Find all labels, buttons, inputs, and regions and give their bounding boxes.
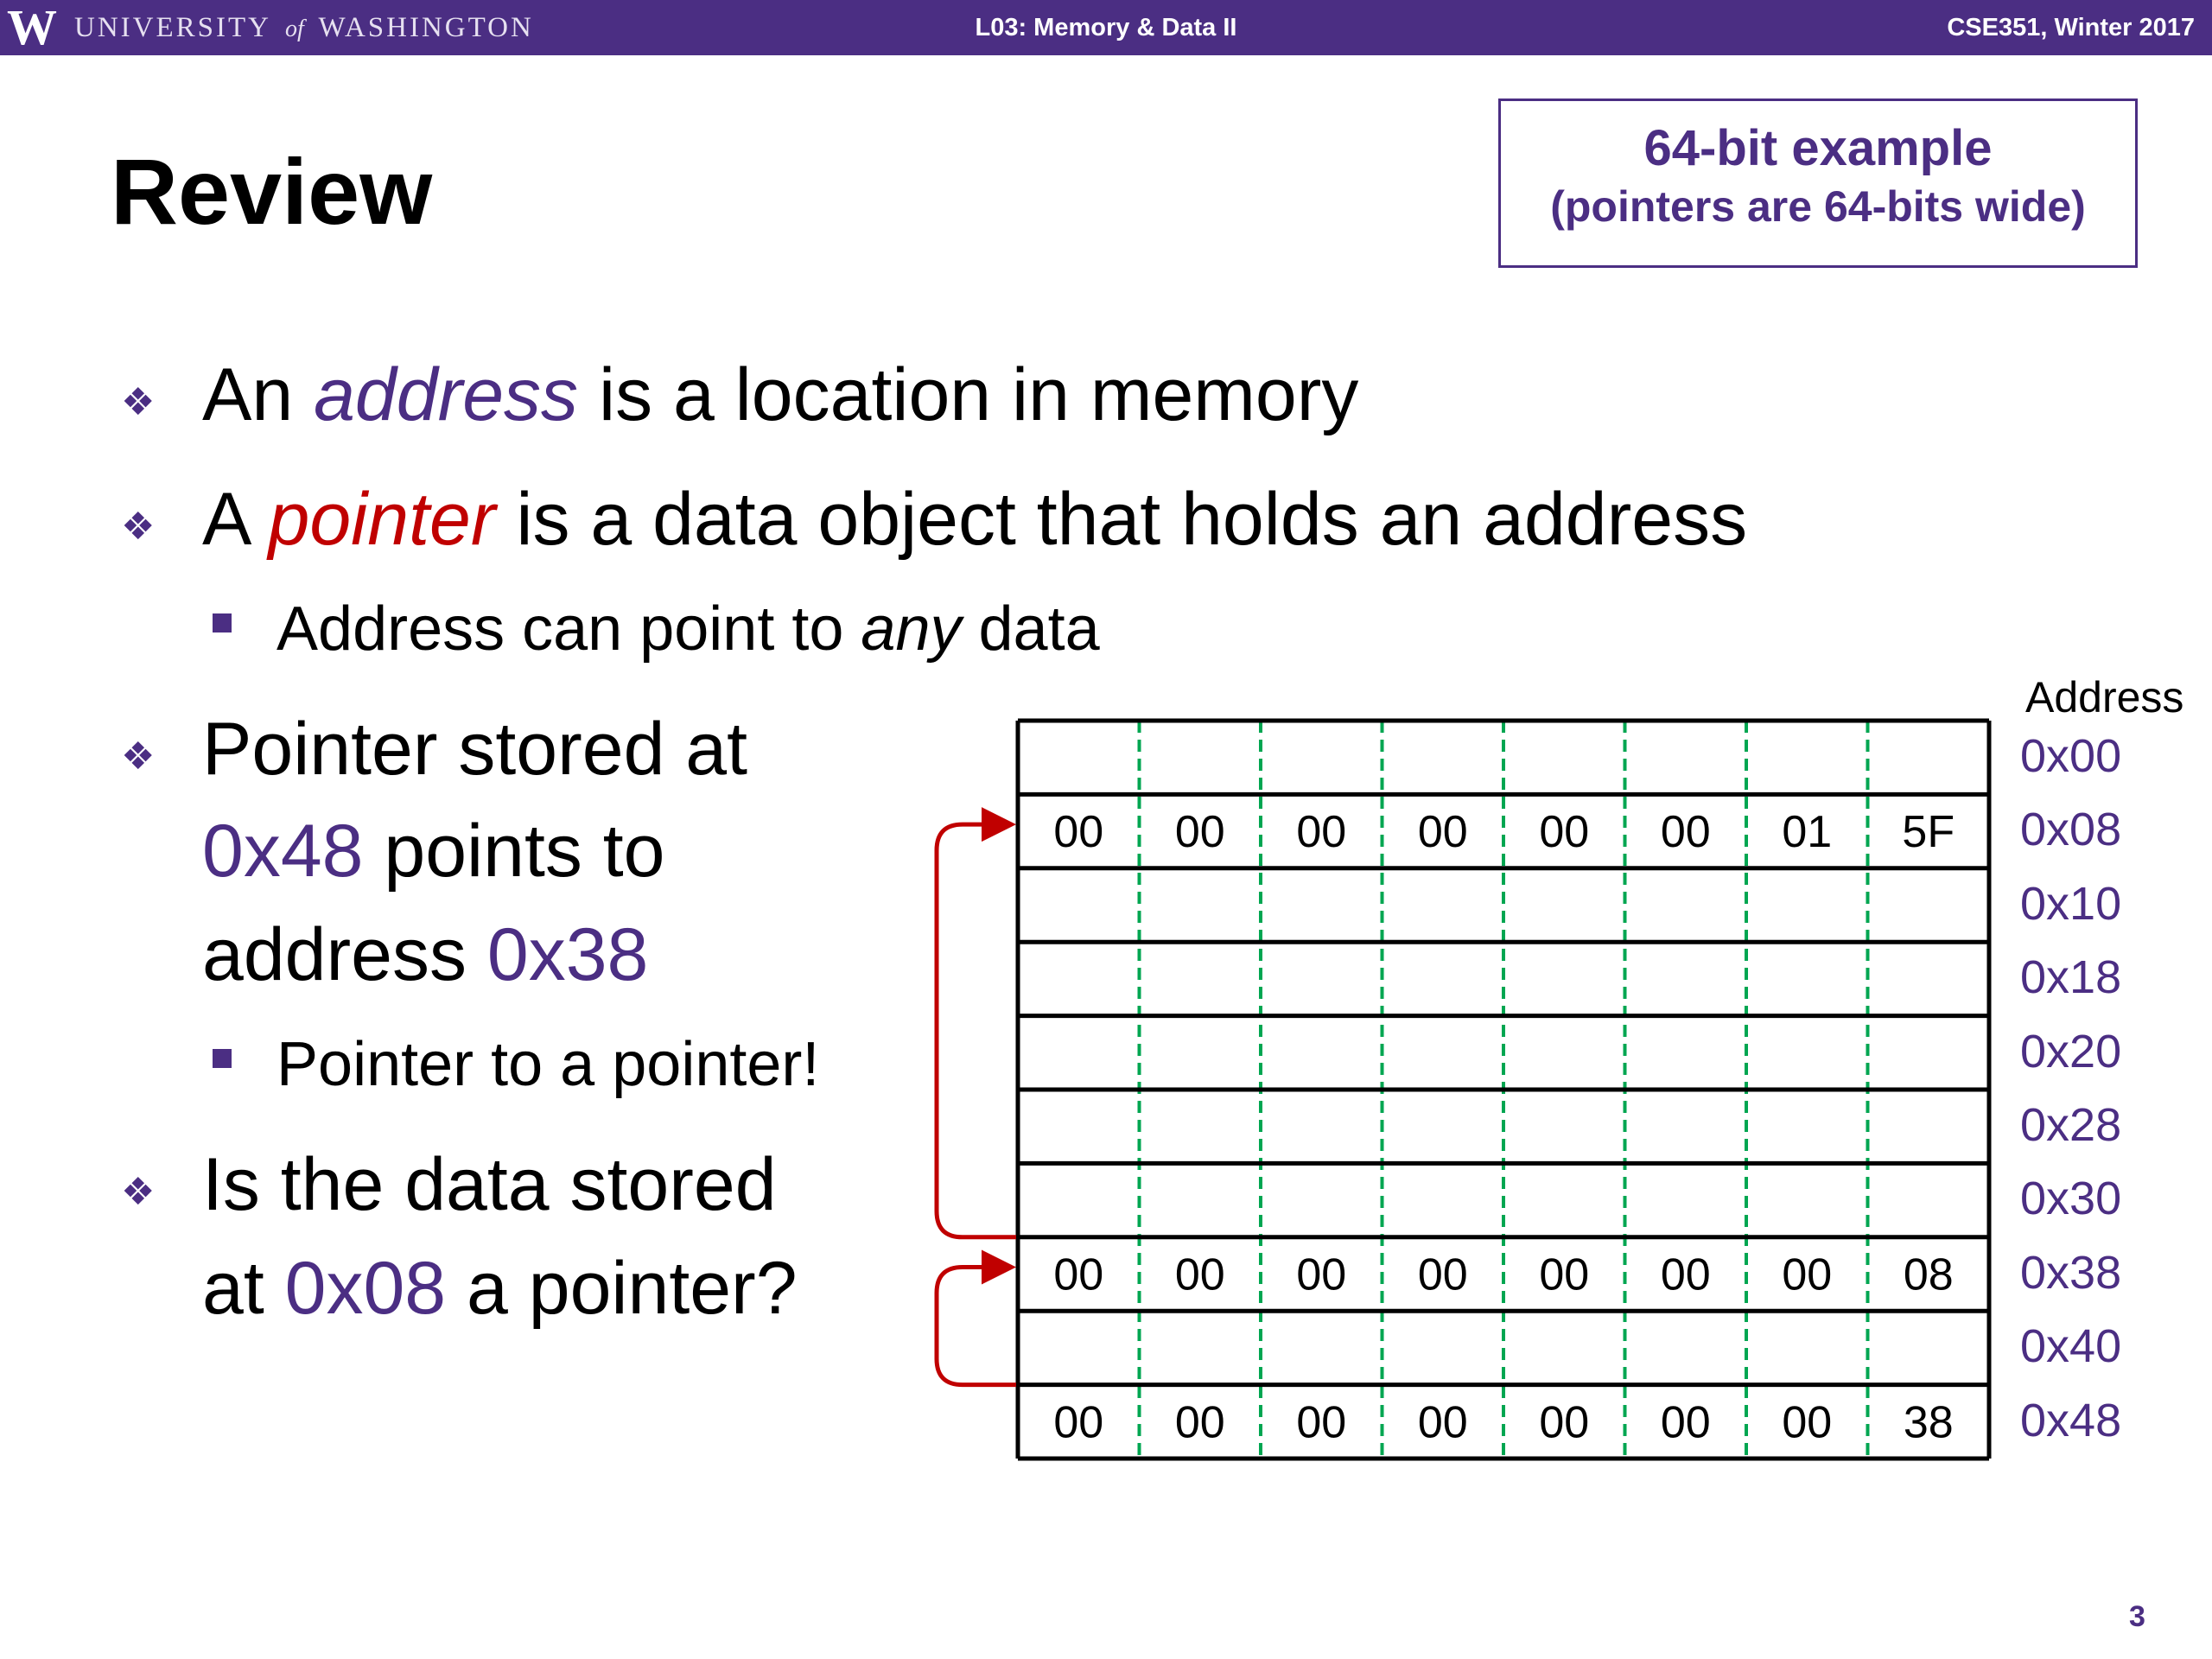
byte-value: 00	[1174, 807, 1225, 858]
bullet-diamond-icon: ❖	[121, 381, 156, 423]
bullet-diamond-icon: ❖	[121, 1171, 156, 1213]
byte-value: 00	[1174, 1249, 1225, 1300]
byte-value: 00	[1782, 1397, 1833, 1448]
address-label: 0x18	[2020, 951, 2122, 1004]
address-label: 0x38	[2020, 1246, 2122, 1299]
pointer-arrow	[937, 1268, 1016, 1385]
page-number: 3	[2129, 1600, 2145, 1633]
byte-value: 01	[1782, 807, 1833, 858]
address-label: 0x00	[2020, 730, 2122, 782]
bullet-diamond-icon: ❖	[121, 735, 156, 778]
byte-value: 00	[1539, 1249, 1590, 1300]
byte-value: 00	[1417, 1397, 1468, 1448]
address-label: 0x10	[2020, 877, 2122, 930]
bullet-pointer-stored-line-3: address 0x38	[202, 913, 649, 996]
callout-line-2: (pointers are 64-bits wide)	[1550, 181, 2086, 231]
byte-value: 00	[1296, 1397, 1347, 1448]
byte-value: 00	[1539, 807, 1590, 858]
byte-value: 00	[1660, 1397, 1711, 1448]
byte-value: 00	[1417, 807, 1468, 858]
address-label: 0x20	[2020, 1025, 2122, 1077]
byte-value: 00	[1539, 1397, 1590, 1448]
byte-value: 00	[1417, 1249, 1468, 1300]
byte-value: 00	[1296, 1249, 1347, 1300]
byte-value: 00	[1296, 807, 1347, 858]
byte-value: 00	[1660, 1249, 1711, 1300]
byte-value: 00	[1174, 1397, 1225, 1448]
address-column-header: Address	[2025, 673, 2184, 721]
lecture-title: L03: Memory & Data II	[975, 14, 1237, 41]
bullet-pointer-stored-line-1: Pointer stored at	[202, 708, 748, 791]
bullet-question-line-1: Is the data stored	[202, 1143, 777, 1226]
bullet-question-line-2: at 0x08 a pointer?	[202, 1247, 798, 1330]
address-label: 0x40	[2020, 1320, 2122, 1373]
address-label: 0x30	[2020, 1173, 2122, 1225]
bullet-pointer: A pointer is a data object that holds an address	[202, 478, 1748, 561]
bullet-pointer-stored-line-2: 0x48 points to	[202, 810, 665, 893]
byte-value: 08	[1903, 1249, 1954, 1300]
sub-bullet-any-data: Address can point to any data	[276, 594, 1100, 664]
callout-line-1: 64-bit example	[1643, 120, 1993, 176]
address-label: 0x28	[2020, 1099, 2122, 1151]
address-label: 0x08	[2020, 804, 2122, 856]
university-name: UNIVERSITY of WASHINGTON	[74, 11, 534, 43]
byte-value: 00	[1053, 1397, 1104, 1448]
pointer-arrow	[937, 824, 1016, 1237]
sub-bullet-pointer-to-pointer: Pointer to a pointer!	[276, 1030, 820, 1099]
slide-title: Review	[111, 139, 433, 244]
address-label: 0x48	[2020, 1394, 2122, 1446]
byte-value: 00	[1053, 807, 1104, 858]
byte-value: 00	[1053, 1249, 1104, 1300]
bullet-diamond-icon: ❖	[121, 505, 156, 548]
byte-value: 00	[1782, 1249, 1833, 1300]
byte-value: 00	[1660, 807, 1711, 858]
course-name: CSE351, Winter 2017	[1947, 14, 2195, 41]
bullet-address: An address is a location in memory	[202, 353, 1359, 436]
byte-value: 5F	[1902, 807, 1955, 858]
byte-value: 38	[1903, 1397, 1954, 1448]
uw-w-logo: W	[7, 0, 57, 55]
